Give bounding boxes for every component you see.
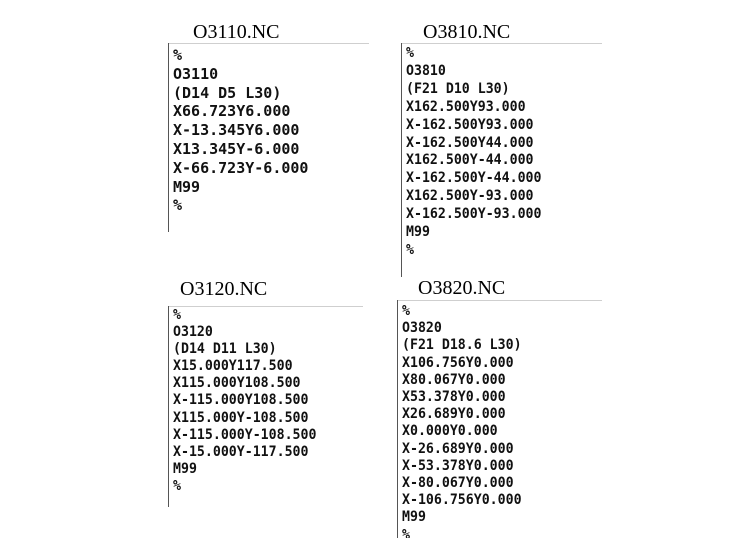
code-line: X162.500Y-93.000	[406, 188, 534, 205]
nc-code-listing	[401, 43, 602, 277]
code-line: X115.000Y-108.500	[173, 409, 309, 426]
code-line: X-66.723Y-6.000	[173, 158, 309, 177]
nc-code-listing	[397, 300, 602, 538]
code-line: X106.756Y0.000	[402, 354, 514, 371]
code-line: %	[173, 477, 181, 494]
code-line: %	[406, 45, 414, 61]
code-line: M99	[173, 460, 197, 477]
nc-file-title: O3810.NC	[423, 21, 511, 43]
code-line: (F21 D18.6 L30)	[402, 337, 522, 354]
code-line: X-162.500Y-44.000	[406, 170, 542, 187]
code-line: X-53.378Y0.000	[402, 457, 514, 474]
code-line: X80.067Y0.000	[402, 371, 506, 388]
code-line: X115.000Y108.500	[173, 375, 301, 392]
listing-top-border	[398, 300, 602, 301]
code-line: X-15.000Y-117.500	[173, 443, 309, 460]
code-line: X-80.067Y0.000	[402, 475, 514, 492]
code-line: X13.345Y-6.000	[173, 139, 300, 158]
code-line: X-106.756Y0.000	[402, 492, 522, 509]
code-line: X53.378Y0.000	[402, 389, 506, 406]
code-line: X-13.345Y6.000	[173, 121, 300, 140]
code-line: X66.723Y6.000	[173, 102, 291, 121]
code-line: O3810	[406, 62, 446, 79]
code-line: X-115.000Y108.500	[173, 392, 309, 409]
code-line: %	[173, 196, 183, 215]
code-line: M99	[173, 177, 201, 196]
listing-top-border	[402, 43, 602, 44]
nc-code-listing	[168, 43, 369, 232]
code-line: X-26.689Y0.000	[402, 440, 514, 457]
code-line: O3110	[173, 64, 219, 83]
nc-file-title: O3110.NC	[193, 21, 280, 43]
code-line: %	[173, 307, 181, 323]
code-line: (F21 D10 L30)	[406, 80, 510, 97]
listing-top-border	[169, 43, 369, 44]
code-line: X-115.000Y-108.500	[173, 426, 317, 443]
code-line: X-162.500Y-93.000	[406, 206, 542, 223]
code-line: O3120	[173, 324, 213, 341]
nc-code-listing	[168, 306, 363, 507]
code-line: O3820	[402, 320, 442, 337]
code-line: M99	[402, 509, 426, 526]
code-line: %	[173, 46, 183, 64]
code-line: M99	[406, 224, 430, 241]
code-line: X-162.500Y44.000	[406, 134, 534, 151]
code-line: X162.500Y93.000	[406, 98, 526, 115]
nc-file-title: O3120.NC	[180, 278, 268, 300]
code-line: (D14 D11 L30)	[173, 341, 277, 358]
code-line: X162.500Y-44.000	[406, 152, 534, 169]
code-line: X-162.500Y93.000	[406, 116, 534, 133]
code-line: X15.000Y117.500	[173, 358, 293, 375]
code-line: X26.689Y0.000	[402, 406, 506, 423]
code-line: %	[402, 303, 410, 319]
code-line: %	[402, 526, 410, 538]
code-line: (D14 D5 L30)	[173, 83, 282, 102]
code-line: X0.000Y0.000	[402, 423, 498, 440]
nc-file-title: O3820.NC	[418, 277, 506, 299]
code-line: %	[406, 241, 414, 258]
